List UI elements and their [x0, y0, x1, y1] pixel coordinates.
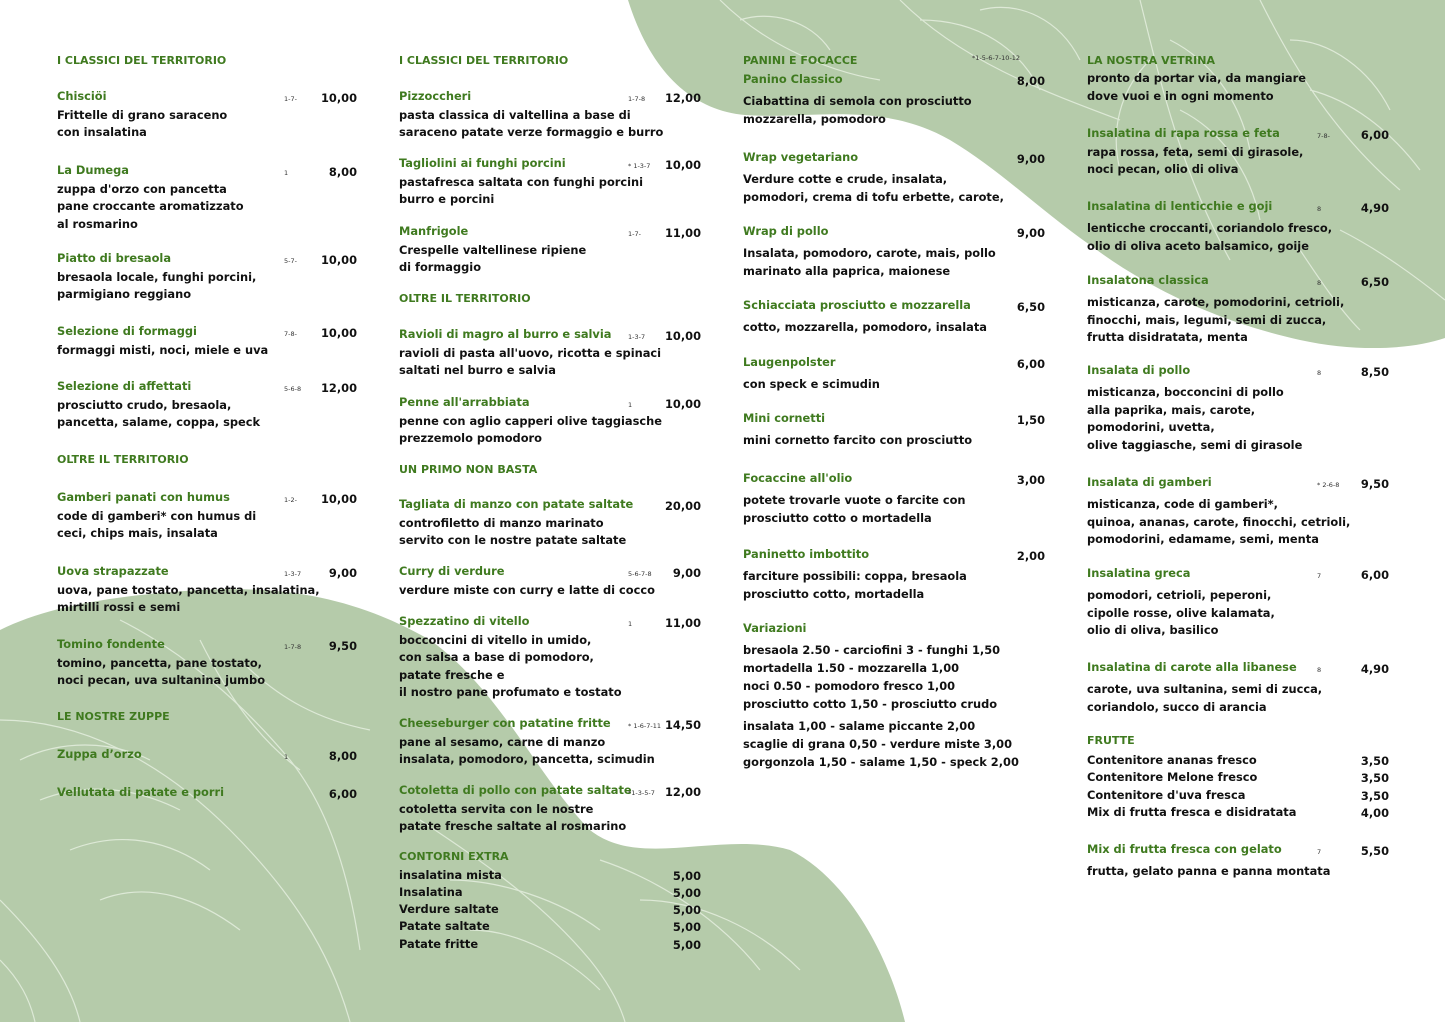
item-name: Tagliata di manzo con patate saltate: [399, 497, 634, 511]
item-description: olio di oliva, basilico: [1087, 623, 1219, 637]
item-allergens: 1-3-7: [284, 570, 302, 578]
section-title: OLTRE IL TERRITORIO: [57, 453, 189, 466]
item-description: prosciutto cotto, mortadella: [743, 586, 925, 601]
item-price: 11,00: [664, 226, 701, 240]
item-name: Mini cornetti: [743, 411, 826, 425]
item-allergens: 1: [628, 401, 633, 409]
section-allergens: *1-5-6-7-10-12: [972, 54, 1021, 62]
item-allergens: 1-3-7: [628, 333, 646, 341]
item-allergens: 8: [1317, 205, 1322, 213]
item-description: prosciutto cotto o mortadella: [743, 510, 932, 525]
item-price: 5,00: [672, 886, 701, 900]
item-price: 10,00: [320, 91, 357, 105]
item-allergens: 1: [628, 620, 633, 628]
item-description: burro e porcini: [399, 192, 495, 206]
item-allergens: 1-2-: [284, 496, 297, 504]
item-price: 12,00: [664, 785, 701, 799]
item-name: Penne all'arrabbiata: [399, 395, 530, 409]
item-description: pomodori, cetrioli, peperoni,: [1087, 588, 1272, 602]
item-name: Insalatona classica: [1087, 273, 1209, 287]
item-allergens: 1-7-: [284, 95, 297, 103]
item-price: 3,50: [1360, 754, 1389, 768]
item-price: 5,00: [672, 920, 701, 934]
item-name: Patate saltate: [399, 919, 490, 933]
item-name: Insalatina: [399, 885, 463, 899]
item-description: zuppa d'orzo con pancetta: [57, 181, 227, 196]
item-name: Manfrigole: [399, 224, 469, 238]
item-description: pomodorini, edamame, semi, menta: [1087, 532, 1319, 546]
item-description: marinato alla paprica, maionese: [743, 263, 951, 278]
item-description: cotto, mozzarella, pomodoro, insalata: [743, 320, 987, 334]
section-title: I CLASSICI DEL TERRITORIO: [57, 54, 227, 67]
item-description: potete trovarle vuote o farcite con: [743, 493, 966, 507]
item-price: 10,00: [664, 158, 701, 172]
item-price: 6,00: [328, 787, 357, 801]
item-description: noci pecan, olio di oliva: [1087, 162, 1239, 176]
item-price: 10,00: [320, 253, 357, 267]
item-description: olio di oliva aceto balsamico, goije: [1087, 238, 1309, 253]
item-name: Insalata di pollo: [1087, 363, 1191, 377]
item-name: Mix di frutta fresca con gelato: [1087, 842, 1282, 856]
item-name: Zuppa d’orzo: [57, 747, 142, 761]
section-title: UN PRIMO NON BASTA: [399, 463, 538, 476]
item-description: prezzemolo pomodoro: [399, 431, 542, 445]
item-name: Tomino fondente: [57, 637, 165, 651]
item-price: 12,00: [664, 91, 701, 105]
item-description: pane al sesamo, carne di manzo: [399, 734, 606, 749]
item-name: Uova strapazzate: [57, 564, 169, 578]
item-name: Gamberi panati con humus: [57, 490, 230, 504]
item-name: Spezzatino di vitello: [399, 614, 530, 628]
item-price: 9,00: [328, 566, 357, 580]
item-allergens: 1-7-: [628, 230, 641, 238]
item-allergens: *1-3-5-7: [628, 789, 655, 797]
item-description: pane croccante aromatizzato: [57, 199, 244, 213]
item-name: Wrap vegetariano: [743, 150, 859, 164]
item-description: servito con le nostre patate saltate: [399, 533, 627, 547]
item-description: cotoletta servita con le nostre: [399, 801, 594, 816]
item-description: finocchi, mais, legumi, semi di zucca,: [1087, 312, 1327, 327]
item-price: 5,00: [672, 903, 701, 917]
item-allergens: 8: [1317, 279, 1322, 287]
section-title: PANINI E FOCACCE: [743, 54, 858, 67]
section-title: LA NOSTRA VETRINA: [1087, 54, 1215, 67]
item-price: 9,00: [1016, 152, 1045, 166]
item-description: uova, pane tostato, pancetta, insalatina,: [57, 582, 320, 597]
item-description: verdure miste con curry e latte di cocco: [399, 582, 655, 597]
item-name: Wrap di pollo: [743, 224, 829, 238]
item-description: bocconcini di vitello in umido,: [399, 632, 592, 647]
item-price: 2,00: [1016, 549, 1045, 563]
section-subtitle: pronto da portar via, da mangiare: [1087, 71, 1306, 85]
item-allergens: 1-7-8: [284, 643, 302, 651]
item-name: Ravioli di magro al burro e salvia: [399, 327, 612, 341]
item-allergens: 8: [1317, 666, 1322, 674]
item-description: al rosmarino: [57, 216, 138, 231]
item-price: 8,00: [328, 749, 357, 763]
item-name: Paninetto imbottito: [743, 547, 870, 561]
item-description: carote, uva sultanina, semi di zucca,: [1087, 682, 1323, 696]
item-description: insalata 1,00 - salame piccante 2,00: [743, 719, 976, 733]
item-name: Contenitore Melone fresco: [1087, 770, 1258, 784]
section-subtitle: dove vuoi e in ogni momento: [1087, 88, 1274, 103]
item-description: scaglie di grana 0,50 - verdure miste 3,00: [743, 737, 1013, 751]
item-price: 4,90: [1360, 201, 1389, 215]
item-price: 3,50: [1360, 771, 1389, 785]
item-description: quinoa, ananas, carote, finocchi, cetrioli,: [1087, 514, 1351, 529]
item-name: Piatto di bresaola: [57, 251, 172, 265]
item-description: bresaola locale, funghi porcini,: [57, 269, 257, 284]
item-price: 9,50: [328, 639, 357, 653]
item-description: Crespelle valtellinese ripiene: [399, 242, 587, 257]
item-name: Tagliolini ai funghi porcini: [399, 156, 566, 170]
item-price: 3,50: [1360, 789, 1389, 803]
item-description: saraceno patate verze formaggio e burro: [399, 125, 664, 139]
item-name: Laugenpolster: [743, 355, 836, 369]
item-description: con insalatina: [57, 125, 147, 139]
item-description: cipolle rosse, olive kalamata,: [1087, 605, 1275, 620]
item-description: lenticche croccanti, coriandolo fresco,: [1087, 221, 1333, 235]
item-name: Contenitore ananas fresco: [1087, 753, 1257, 767]
item-name: Schiacciata prosciutto e mozzarella: [743, 298, 971, 312]
item-name: Cotoletta di pollo con patate saltate: [399, 783, 632, 797]
item-description: misticanza, bocconcini di pollo: [1087, 385, 1284, 399]
item-allergens: 5-6-8: [284, 385, 302, 393]
item-price: 8,50: [1360, 365, 1389, 379]
item-price: 4,00: [1360, 806, 1389, 820]
item-description: pasta classica di valtellina a base di: [399, 107, 631, 122]
item-price: 1,50: [1016, 413, 1045, 427]
item-price: 8,00: [328, 165, 357, 179]
item-price: 10,00: [664, 329, 701, 343]
item-price: 4,90: [1360, 662, 1389, 676]
item-description: noci 0.50 - pomodoro fresco 1,00: [743, 679, 956, 693]
item-description: alla paprika, mais, carote,: [1087, 402, 1256, 417]
item-description: pancetta, salame, coppa, speck: [57, 415, 261, 429]
item-price: 6,50: [1016, 300, 1045, 314]
item-price: 20,00: [664, 499, 701, 513]
item-description: di formaggio: [399, 260, 482, 274]
item-description: Frittelle di grano saraceno: [57, 107, 228, 122]
item-description: gorgonzola 1,50 - salame 1,50 - speck 2,00: [743, 755, 1019, 769]
item-name: Contenitore d'uva fresca: [1087, 788, 1246, 802]
item-allergens: 1: [284, 169, 289, 177]
item-description: frutta, gelato panna e panna montata: [1087, 864, 1331, 878]
item-description: ceci, chips mais, insalata: [57, 526, 218, 540]
item-description: farciture possibili: coppa, bresaola: [743, 569, 967, 583]
item-name: Pizzoccheri: [399, 89, 472, 103]
item-name: Vellutata di patate e porri: [57, 785, 225, 799]
item-description: prosciutto crudo, bresaola,: [57, 397, 232, 412]
item-allergens: 7: [1317, 848, 1322, 856]
item-description: misticanza, carote, pomodorini, cetrioli,: [1087, 295, 1345, 309]
item-description: parmigiano reggiano: [57, 287, 192, 301]
item-price: 6,00: [1360, 568, 1389, 582]
item-price: 9,00: [1016, 226, 1045, 240]
item-name: Insalatina di carote alla libanese: [1087, 660, 1297, 674]
item-name: Selezione di affettati: [57, 379, 192, 393]
item-description: saltati nel burro e salvia: [399, 363, 556, 377]
item-allergens: * 2-6-8: [1317, 481, 1340, 489]
item-price: 14,50: [664, 718, 701, 732]
item-price: 8,00: [1016, 74, 1045, 88]
item-description: noci pecan, uva sultanina jumbo: [57, 673, 266, 687]
item-name: Panino Classico: [743, 72, 843, 86]
item-name: Mix di frutta fresca e disidratata: [1087, 805, 1297, 819]
item-name: Variazioni: [743, 621, 807, 635]
item-price: 3,00: [1016, 473, 1045, 487]
item-allergens: 8: [1317, 369, 1322, 377]
item-description: pomodorini, uvetta,: [1087, 420, 1215, 434]
item-allergens: 5-7-: [284, 257, 297, 265]
item-description: con speck e scimudin: [743, 377, 880, 391]
item-description: formaggi misti, noci, miele e uva: [57, 342, 269, 357]
item-description: coriandolo, succo di arancia: [1087, 699, 1267, 714]
item-price: 6,50: [1360, 275, 1389, 289]
item-price: 11,00: [664, 616, 701, 630]
item-allergens: * 1-3-7: [628, 162, 651, 170]
item-description: pomodori, crema di tofu erbette, carote,: [743, 189, 1004, 204]
item-name: Selezione di formaggi: [57, 324, 197, 338]
item-description: frutta disidratata, menta: [1087, 330, 1248, 344]
item-description: penne con aglio capperi olive taggiasche: [399, 413, 662, 428]
section-title: OLTRE IL TERRITORIO: [399, 292, 531, 305]
item-price: 6,00: [1360, 128, 1389, 142]
item-price: 9,00: [672, 566, 701, 580]
item-name: Patate fritte: [399, 937, 479, 951]
item-price: 12,00: [320, 381, 357, 395]
item-description: bresaola 2.50 - carciofini 3 - funghi 1,50: [743, 643, 1001, 657]
item-name: Curry di verdure: [399, 564, 505, 578]
item-price: 6,00: [1016, 357, 1045, 371]
item-description: mini cornetto farcito con prosciutto: [743, 433, 973, 447]
item-name: Insalata di gamberi: [1087, 475, 1212, 489]
item-name: Chisciöi: [57, 89, 107, 103]
item-name: La Dumega: [57, 163, 129, 177]
item-description: olive taggiasche, semi di girasole: [1087, 437, 1303, 452]
item-name: Verdure saltate: [399, 902, 499, 916]
item-description: controfiletto di manzo marinato: [399, 515, 604, 530]
item-description: mortadella 1.50 - mozzarella 1,00: [743, 661, 960, 675]
section-title: CONTORNI EXTRA: [399, 850, 509, 863]
item-description: tomino, pancetta, pane tostato,: [57, 655, 262, 670]
item-description: mozzarella, pomodoro: [743, 111, 886, 126]
item-price: 5,00: [672, 869, 701, 883]
item-price: 10,00: [664, 397, 701, 411]
item-description: ravioli di pasta all'uovo, ricotta e spinaci: [399, 345, 662, 360]
item-description: insalata, pomodoro, pancetta, scimudin: [399, 752, 655, 766]
item-description: prosciutto cotto 1,50 - prosciutto crudo: [743, 697, 998, 711]
item-allergens: 1-7-8: [628, 95, 646, 103]
item-name: Insalatina di lenticchie e goji: [1087, 199, 1273, 213]
item-name: insalatina mista: [399, 868, 502, 882]
item-description: Insalata, pomodoro, carote, mais, pollo: [743, 246, 996, 260]
item-price: 5,50: [1360, 844, 1389, 858]
item-description: Verdure cotte e crude, insalata,: [743, 172, 948, 186]
item-price: 5,00: [672, 938, 701, 952]
item-allergens: * 1-6-7-11: [628, 722, 662, 730]
item-name: Cheeseburger con patatine fritte: [399, 716, 611, 730]
item-description: con salsa a base di pomodoro,: [399, 650, 594, 664]
item-description: pastafresca saltata con funghi porcini: [399, 174, 644, 189]
item-price: 10,00: [320, 326, 357, 340]
item-description: patate fresche saltate al rosmarino: [399, 819, 627, 833]
item-description: patate fresche e: [399, 667, 505, 682]
item-price: 9,50: [1360, 477, 1389, 491]
section-title: LE NOSTRE ZUPPE: [57, 710, 170, 723]
item-name: Insalatina di rapa rossa e feta: [1087, 126, 1280, 140]
item-allergens: 7-8-: [284, 330, 297, 338]
item-description: code di gamberi* con humus di: [57, 508, 257, 523]
item-price: 10,00: [320, 492, 357, 506]
item-description: Ciabattina di semola con prosciutto: [743, 94, 972, 108]
item-description: il nostro pane profumato e tostato: [399, 685, 622, 699]
item-description: mirtilli rossi e semi: [57, 600, 181, 614]
item-allergens: 5-6-7-8: [628, 570, 652, 578]
item-description: misticanza, code di gamberi*,: [1087, 497, 1278, 511]
item-allergens: 1: [284, 753, 289, 761]
item-name: Insalatina greca: [1087, 566, 1191, 580]
item-name: Focaccine all'olio: [743, 471, 853, 485]
item-description: rapa rossa, feta, semi di girasole,: [1087, 144, 1304, 159]
item-allergens: 7: [1317, 572, 1322, 580]
item-allergens: 7-8-: [1317, 132, 1330, 140]
section-title: FRUTTE: [1087, 734, 1135, 747]
section-title: I CLASSICI DEL TERRITORIO: [399, 54, 569, 67]
